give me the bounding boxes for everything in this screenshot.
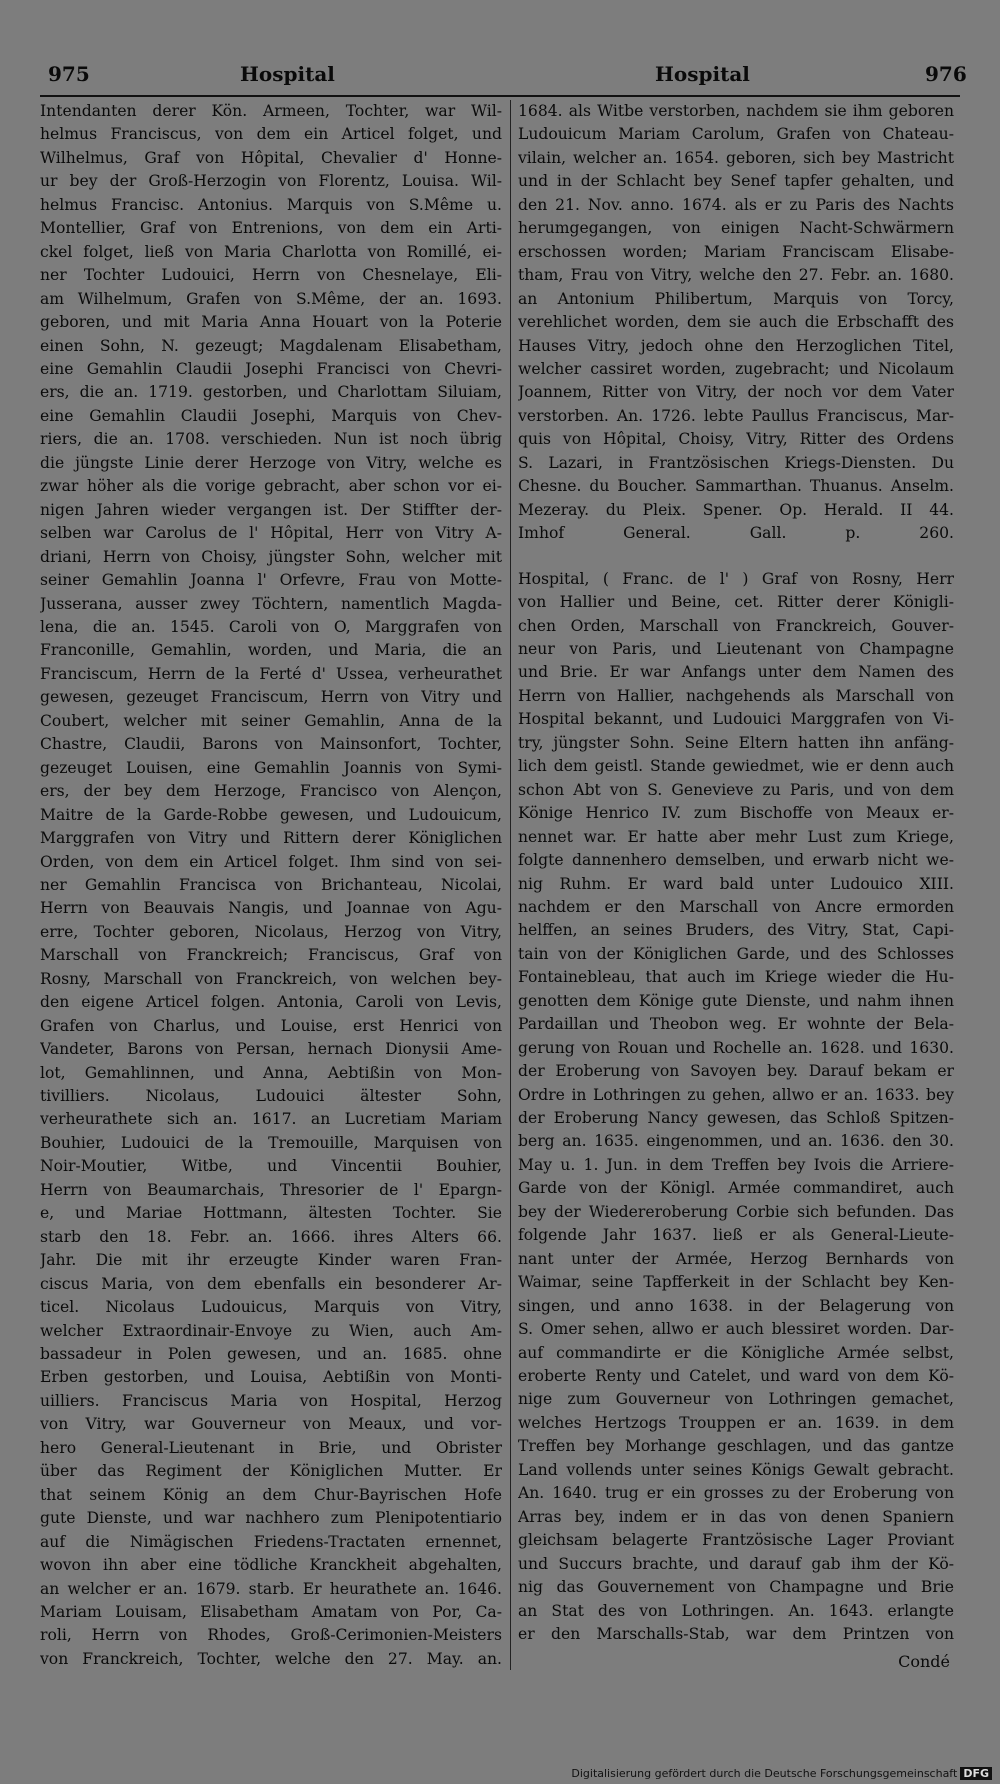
text-line: der Eroberung von Savoyen bey. Darauf bekam er (518, 1062, 954, 1081)
text-line: lich dem geistl. Stande gewiedmet, wie er denn auch (518, 757, 954, 776)
text-line: neur von Paris, und Lieutenant von Champagne (518, 639, 954, 658)
text-line: Jahr. Die mit ihr erzeugte Kinder waren Fran- (40, 1251, 502, 1270)
column-divider (510, 100, 511, 1670)
text-line: den eigene Articel folgen. Antonia, Caroli von Levis, (40, 993, 502, 1012)
right-column (518, 100, 954, 1646)
text-line: An. 1640. trug er ein grosses zu der Eroberung von (518, 1484, 954, 1503)
text-line: verehlichet worden, dem sie auch die Erbschafft des (518, 313, 954, 332)
text-line: ticel. Nicolaus Ludouicus, Marquis von Vitry, (40, 1298, 502, 1317)
text-line: Arras bey, indem er in das von denen Spaniern (518, 1507, 954, 1526)
text-line: verheurathete sich an. 1617. an Lucretiam Mariam (40, 1110, 502, 1129)
text-line: selben war Carolus de l' Hôpital, Herr von Vitry A- (40, 524, 502, 543)
text-line: nennet war. Er hatte aber mehr Lust zum Kriege, (518, 827, 954, 846)
text-line: Chesne. du Boucher. Sammarthan. Thuanus. Anselm. (518, 477, 954, 496)
text-line: Land vollends unter seines Königs Gewalt gebracht. (518, 1460, 954, 1479)
text-line: Wilhelmus, Graf von Hôpital, Chevalier d' Honne- (40, 148, 502, 167)
text-line: Joannem, Ritter von Vitry, der noch vor dem Vater (518, 383, 954, 402)
text-line: gezeuget Louisen, eine Gemahlin Joannis von Symi- (40, 758, 502, 777)
text-line: welcher cassiret worden, zugebracht; und Nicolaum (518, 359, 954, 378)
text-line: nig Ruhm. Er ward bald unter Ludouico XIII. (518, 874, 954, 893)
text-line: Franconille, Gemahlin, worden, und Maria, die an (40, 641, 502, 660)
text-line: der Eroberung Nancy gewesen, das Schloß Spitzen- (518, 1109, 954, 1128)
text-line: an Stat des von Lothringen. An. 1643. erlangte (518, 1601, 954, 1620)
text-line: Coubert, welcher mit seiner Gemahlin, Anna de la (40, 711, 502, 730)
text-line: ers, die an. 1719. gestorben, und Charlottam Siluiam, (40, 383, 502, 402)
text-line: helffen, an seines Bruders, des Vitry, Stat, Capi- (518, 921, 954, 940)
text-line: bey der Wiedereroberung Corbie sich befunden. Das (518, 1202, 954, 1221)
text-line: folgende Jahr 1637. ließ er als General-Lieute- (518, 1226, 954, 1245)
text-line: May u. 1. Jun. in dem Treffen bey Ivois die Arriere- (518, 1155, 954, 1174)
digitization-footer (571, 1767, 992, 1780)
text-line: nigen Jahren wieder vergangen ist. Der Stiffter der- (40, 500, 502, 519)
text-line: Orden, von dem ein Articel folget. Ihm sind von sei- (40, 852, 502, 871)
text-line: eine Gemahlin Claudii Josephi, Marquis von Chev- (40, 406, 502, 425)
text-line: 1684. als Witbe verstorben, nachdem sie ihm geboren (518, 102, 954, 120)
text-line: von Franckreich, Tochter, welche den 27. May. an. (40, 1649, 502, 1668)
text-line: hero General-Lieutenant in Brie, und Obrister (40, 1438, 502, 1457)
dfg-badge: DFG (960, 1767, 992, 1780)
text-line: Imhof General. Gall. p. 260. (518, 524, 954, 543)
text-line: Ordre in Lothringen zu gehen, allwo er an. 1633. bey (518, 1085, 954, 1104)
text-line: Noir-Moutier, Witbe, und Vincentii Bouhier, (40, 1157, 502, 1176)
text-line: Herrn von Hallier, nachgehends als Marschall von (518, 686, 954, 705)
text-line: Fontainebleau, that auch im Kriege wieder die Hu- (518, 968, 954, 987)
text-line: Intendanten derer Kön. Armeen, Tochter, war Wil- (40, 102, 502, 120)
text-line: einen Sohn, N. gezeugt; Magdalenam Elisabetham, (40, 336, 502, 355)
text-line: an welcher er an. 1679. starb. Er heurathete an. 1646. (40, 1579, 502, 1598)
text-line: e, und Mariae Hottmann, ältesten Tochter. Sie (40, 1204, 502, 1223)
text-line: Rosny, Marschall von Franckreich, von welchen bey- (40, 969, 502, 988)
text-line: helmus Franciscus, von dem ein Articel folget, und (40, 125, 502, 144)
text-line: gute Dienste, und war nachhero zum Plenipotentiario (40, 1509, 502, 1528)
text-line: Vandeter, Barons von Persan, hernach Dionysii Ame- (40, 1040, 502, 1059)
text-line: uilliers. Franciscus Maria von Hospital, Herzog (40, 1391, 502, 1410)
text-line: an Antonium Philibertum, Marquis von Torcy, (518, 289, 954, 308)
text-line: ers, der bey dem Herzoge, Francisco von Alençon, (40, 782, 502, 801)
text-line: den 21. Nov. anno. 1674. als er zu Paris des Nachts (518, 195, 954, 214)
text-line: und Succurs brachte, und darauf gab ihm der Kö- (518, 1554, 954, 1573)
text-line: und in der Schlacht bey Senef tapfer gehalten, und (518, 172, 954, 191)
text-line: nig das Gouvernement von Champagne und Brie (518, 1578, 954, 1597)
text-line: Chastre, Claudii, Barons von Mainsonfort, Tochter, (40, 735, 502, 754)
text-line: tham, Frau von Vitry, welche den 27. Febr. an. 1680. (518, 266, 954, 285)
text-line: wovon ihn aber eine tödliche Kranckheit abgehalten, (40, 1556, 502, 1575)
catchword: Condé (898, 1652, 950, 1671)
text-line: Garde von der Königl. Armée commandiret, auch (518, 1179, 954, 1198)
text-line: herumgegangen, von einigen Nacht-Schwärmern (518, 219, 954, 238)
text-line: Treffen bey Morhange geschlagen, und das gantze (518, 1437, 954, 1456)
text-line: Franciscum, Herrn de la Ferté d' Ussea, verheurathet (40, 664, 502, 683)
text-line: von Hallier und Beine, cet. Ritter derer Königli- (518, 593, 954, 612)
text-line: Bouhier, Ludouici de la Tremouille, Marquisen von (40, 1133, 502, 1152)
text-line: bassadeur in Polen gewesen, und an. 1685. ohne (40, 1345, 502, 1364)
text-line: Grafen von Charlus, und Louise, erst Henrici von (40, 1016, 502, 1035)
text-line: über das Regiment der Königlichen Mutter. Er (40, 1462, 502, 1481)
right-paragraph-2 (518, 568, 954, 1647)
text-line: Waimar, seine Tapfferkeit in der Schlacht bey Ken- (518, 1273, 954, 1292)
text-line: quis von Hôpital, Choisy, Vitry, Ritter des Ordens (518, 430, 954, 449)
text-line: seiner Gemahlin Joanna l' Orfevre, Frau von Motte- (40, 571, 502, 590)
text-line: ner Gemahlin Francisca von Brichanteau, Nicolai, (40, 875, 502, 894)
text-line: Könige Henrico IV. zum Bischoffe von Meaux er- (518, 804, 954, 823)
right-paragraph-1 (518, 100, 954, 546)
text-line: Montellier, Graf von Entrenions, von dem ein Arti- (40, 219, 502, 238)
text-line: berg an. 1635. eingenommen, und an. 1636. den 30. (518, 1132, 954, 1151)
header-rule (40, 95, 960, 97)
text-line: nachdem er den Marschall von Ancre ermorden (518, 897, 954, 916)
text-line: eine Gemahlin Claudii Josephi Francisci von Chevri- (40, 359, 502, 378)
text-line: die jüngste Linie derer Herzoge von Vitry, welche es (40, 453, 502, 472)
text-line: Marggrafen von Vitry und Rittern derer Königlichen (40, 829, 502, 848)
text-line: eroberte Renty und Catelet, und ward von dem Kö- (518, 1367, 954, 1386)
text-line: S. Omer sehen, allwo er auch blessiret worden. Dar- (518, 1320, 954, 1339)
text-line: tivilliers. Nicolaus, Ludouici ältester Sohn, (40, 1087, 502, 1106)
text-line: von Vitry, war Gouverneur von Meaux, und vor- (40, 1415, 502, 1434)
text-line: helmus Francisc. Antonius. Marquis von S.Même u. (40, 195, 502, 214)
text-line: Ludouicum Mariam Carolum, Grafen von Chateau- (518, 125, 954, 144)
text-line: Pardaillan und Theobon weg. Er wohnte der Bela- (518, 1015, 954, 1034)
text-line: auf commandirte er die Königliche Armée selbst, (518, 1343, 954, 1362)
text-line: verstorben. An. 1726. lebte Paullus Franciscus, Mar- (518, 406, 954, 425)
text-line: geboren, und mit Maria Anna Houart von la Poterie (40, 313, 502, 332)
text-line: ckel folget, ließ von Maria Charlotta von Romillé, ei- (40, 242, 502, 261)
text-line: that seinem König an dem Chur-Bayrischen Hofe (40, 1485, 502, 1504)
text-line: S. Lazari, in Frantzösischen Kriegs-Diensten. Du (518, 453, 954, 472)
footer-text: Digitalisierung gefördert durch die Deutsche Forschungsgemeinschaft (571, 1767, 958, 1780)
text-line: Jusserana, ausser zwey Töchtern, namentlich Magda- (40, 594, 502, 613)
page-number-left: 975 (48, 62, 90, 86)
text-line: Hospital bekannt, und Ludouici Marggrafen von Vi- (518, 710, 954, 729)
text-line: gewesen, gezeuget Franciscum, Herrn von Vitry und (40, 688, 502, 707)
text-line: Hauses Vitry, jedoch ohne den Herzoglichen Titel, (518, 336, 954, 355)
text-line: welches Hertzogs Trouppen er an. 1639. in dem (518, 1413, 954, 1432)
text-line: ur bey der Groß-Herzogin von Florentz, Louisa. Wil- (40, 172, 502, 191)
text-line: er den Marschalls-Stab, war dem Printzen von (518, 1625, 954, 1643)
left-column (40, 100, 502, 1671)
text-line: Maitre de la Garde-Robbe gewesen, und Ludouicum, (40, 805, 502, 824)
text-line: Hospital, ( Franc. de l' ) Graf von Rosny, Herr (518, 569, 954, 588)
text-line: lena, die an. 1545. Caroli von O, Marggrafen von (40, 617, 502, 636)
text-line: lot, Gemahlinnen, und Anna, Aebtißin von Mon- (40, 1063, 502, 1082)
text-line: am Wilhelmum, Grafen von S.Même, der an. 1693. (40, 289, 502, 308)
text-line: Mezeray. du Pleix. Spener. Op. Herald. II 44. (518, 500, 954, 519)
text-line: schon Abt von S. Genevieve zu Paris, und von dem (518, 780, 954, 799)
text-line: und Brie. Er war Anfangs unter dem Namen des (518, 663, 954, 682)
text-line: erre, Tochter geboren, Nicolaus, Herzog von Vitry, (40, 922, 502, 941)
text-line: zwar höher als die vorige gebracht, aber schon vor ei- (40, 477, 502, 496)
text-line: auf die Nimägischen Friedens-Tractaten ernennet, (40, 1532, 502, 1551)
text-line: nant unter der Armée, Herzog Bernhards von (518, 1249, 954, 1268)
text-line: chen Orden, Marschall von Franckreich, Gouver- (518, 616, 954, 635)
text-line: Erben gestorben, und Louisa, Aebtißin von Monti- (40, 1368, 502, 1387)
text-line: folgte dannenhero demselben, und erwarb nicht we- (518, 851, 954, 870)
text-line: gleichsam belagerte Frantzösische Lager Proviant (518, 1531, 954, 1550)
text-line: ner Tochter Ludouici, Herrn von Chesnelaye, Eli- (40, 266, 502, 285)
text-line: Mariam Louisam, Elisabetham Amatam von Por, Ca- (40, 1603, 502, 1621)
text-line: genotten dem Könige gute Dienste, und nahm ihnen (518, 991, 954, 1010)
text-line: ciscus Maria, von dem ebenfalls ein besonderer Ar- (40, 1274, 502, 1293)
page-number-right: 976 (925, 62, 967, 86)
text-line: singen, und anno 1638. in der Belagerung von (518, 1296, 954, 1315)
text-line: roli, Herrn von Rhodes, Groß-Cerimonien-Meisters (40, 1626, 502, 1645)
text-line: vilain, welcher an. 1654. geboren, sich bey Mastricht (518, 148, 954, 167)
running-title-right: Hospital (655, 62, 750, 86)
text-line: Herrn von Beauvais Nangis, und Joannae von Agu- (40, 899, 502, 918)
text-line: erschossen worden; Mariam Franciscam Elisabe- (518, 242, 954, 261)
text-line: starb den 18. Febr. an. 1666. ihres Alters 66. (40, 1227, 502, 1246)
text-line: Marschall von Franckreich; Franciscus, Graf von (40, 946, 502, 965)
text-line: try, jüngster Sohn. Seine Eltern hatten ihn anfäng- (518, 733, 954, 752)
text-line: driani, Herrn von Choisy, jüngster Sohn, welcher mit (40, 547, 502, 566)
text-line: gerung von Rouan und Rochelle an. 1628. und 1630. (518, 1038, 954, 1057)
running-title-left: Hospital (240, 62, 335, 86)
text-line: tain von der Königlichen Garde, und des Schlosses (518, 944, 954, 963)
text-line: riers, die an. 1708. verschieden. Nun ist noch übrig (40, 430, 502, 449)
text-line: nige zum Gouverneur von Lothringen gemachet, (518, 1390, 954, 1409)
text-line: Herrn von Beaumarchais, Thresorier de l' Epargn- (40, 1180, 502, 1199)
text-line: welcher Extraordinair-Envoye zu Wien, auch Am- (40, 1321, 502, 1340)
